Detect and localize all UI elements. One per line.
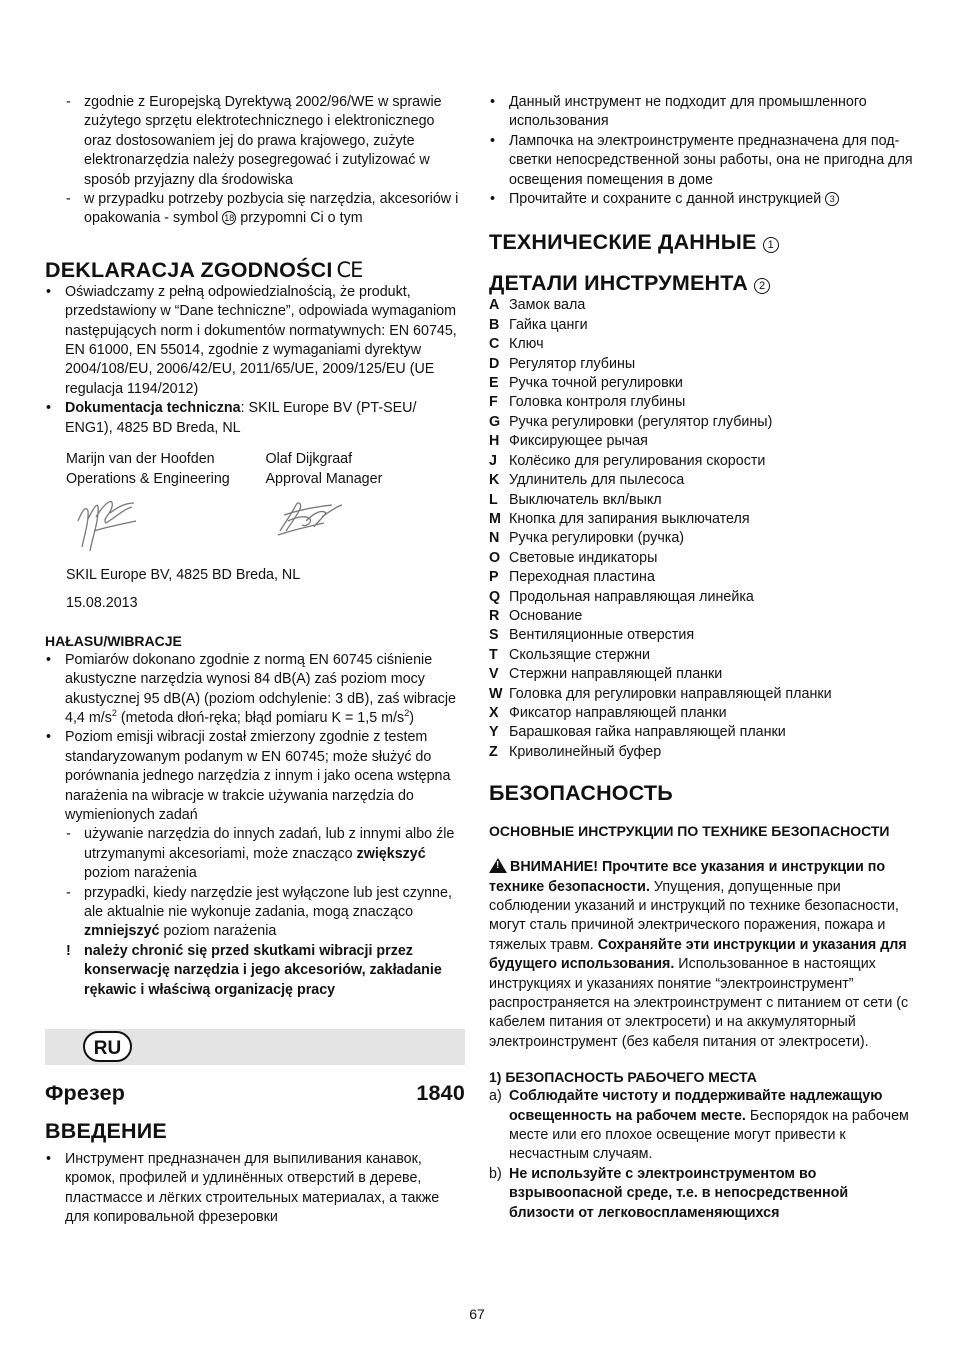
disposal-item: - zgodnie z Europejską Dyrektywą 2002/96/WE w sprawie zużytego sprzętu elektrotechnicznego i elektronicznego oraz dostosowaniem jej do prawa krajowego, zużyte elektronarzędzia należy posegregować i zutylizować w sposób przyjazny dla środowiska <box>45 93 465 190</box>
figure-reference: 2 <box>754 278 770 294</box>
vibration-emission: • Poziom emisji wibracji został zmierzony zgodnie z testem standaryzowanym podanym w EN 60745; może służyć do porównania jednego narzędzia z innym i jako ocena wstępna narażenia na wibracje w trakcie używania narzędzia do wymienionych zadań <box>45 728 465 825</box>
parts-list-item <box>489 607 913 626</box>
intro-item: • Лампочка на электроинструменте предназначена для под-светки непосредственной зоны работы, она не пригодна для освещения помещения в доме <box>489 132 913 190</box>
part-name: Вентиляционные отверстия <box>509 627 695 644</box>
parts-list-item <box>489 665 913 684</box>
part-name: Ручка регулировки (регулятор глубины) <box>509 413 773 430</box>
part-letter: F <box>489 394 498 411</box>
parts-list-item <box>489 393 913 412</box>
parts-list-item <box>489 529 913 548</box>
part-letter: S <box>489 627 499 644</box>
parts-list <box>489 296 913 762</box>
part-name: Фиксирующее рычая <box>509 433 648 450</box>
part-letter: Y <box>489 724 499 741</box>
signature-image <box>66 491 156 557</box>
parts-list-item <box>489 646 913 665</box>
part-name: Головка контроля глубины <box>509 394 686 411</box>
part-name: Головка для регулировки направляющей планки <box>509 685 832 702</box>
product-code: 1840 <box>416 1081 465 1106</box>
part-name: Переходная пластина <box>509 569 655 586</box>
parts-list-item <box>489 316 913 335</box>
part-letter: D <box>489 355 500 372</box>
vibration-note: - przypadki, kiedy narzędzie jest wyłączone lub jest czynne, ale aktualnie nie wykonuje zadania, mogą znacząco zmniejszyć poziom narażenia <box>45 884 465 942</box>
left-column <box>45 93 465 1228</box>
parts-heading: ДЕТАЛИ ИНСТРУМЕНТА 2 <box>489 270 913 296</box>
part-name: Продольная направляющая линейка <box>509 588 754 605</box>
safety-subheading: ОСНОВНЫЕ ИНСТРУКЦИИ ПО ТЕХНИКЕ БЕЗОПАСНОСТИ <box>489 823 890 840</box>
safety-warning: !ВНИМАНИЕ! Прочтите все указания и инструкции по технике безопасности. Упущения, допущенные при соблюдении указаний и инструкций по технике безопасности, могут сталь причиной электрического поражения, пожара и тяжелых травм. Сохраняйте эти инструкции и указания для будущего использования. Использованное в настоящих инструкциях и указаниях понятие “электроинструмент” распространяется на электроинструмент с питанием от сети (с кабелем питания от электросети) и на аккумуляторный электроинструмент (без кабеля питания от электросети). <box>489 858 913 1052</box>
parts-list-item <box>489 432 913 451</box>
product-name: Фрезер <box>45 1081 126 1106</box>
part-name: Стержни направляющей планки <box>509 666 723 683</box>
parts-list-item <box>489 626 913 645</box>
parts-list-item <box>489 374 913 393</box>
intro-item: • Данный инструмент не подходит для промышленного использования <box>489 93 913 132</box>
parts-list-item <box>489 568 913 587</box>
part-name: Гайка цанги <box>509 316 588 333</box>
part-name: Криволинейный буфер <box>509 743 662 760</box>
product-title <box>45 1080 465 1106</box>
parts-list-item <box>489 355 913 374</box>
part-letter: E <box>489 375 499 392</box>
part-letter: H <box>489 433 500 450</box>
workspace-safety-heading: 1) БЕЗОПАСНОСТЬ РАБОЧЕГО МЕСТА <box>489 1069 757 1086</box>
parts-list-item <box>489 704 913 723</box>
part-letter: Q <box>489 588 501 605</box>
tech-data-heading: ТЕХНИЧЕСКИЕ ДАННЫЕ 1 <box>489 229 913 255</box>
part-letter: L <box>489 491 498 508</box>
part-name: Кнопка для запирания выключателя <box>509 510 750 527</box>
part-letter: X <box>489 704 499 721</box>
ce-mark-icon: CE <box>336 257 363 282</box>
parts-list-item <box>489 588 913 607</box>
signatures <box>66 491 465 561</box>
part-name: Выключатель вкл/выкл <box>509 491 662 508</box>
intro-heading: ВВЕДЕНИЕ <box>45 1119 167 1144</box>
signer-name: Olaf Dijkgraaf <box>265 451 353 468</box>
part-letter: J <box>489 452 497 469</box>
parts-list-item <box>489 335 913 354</box>
workspace-rule: b) Не используйте с электроинструментом во взрывоопасной среде, т.е. в непосредственной близости от легковоспламеняющихся <box>489 1165 849 1221</box>
part-letter: B <box>489 316 500 333</box>
right-column <box>489 93 913 1223</box>
part-name: Регулятор глубины <box>509 355 636 372</box>
disposal-item: - w przypadku potrzeby pozbycia się narzędzia, akcesoriów i opakowania - symbol 18 przypomni Ci o tym <box>45 190 465 229</box>
part-letter: O <box>489 549 501 566</box>
vibration-note: - używanie narzędzia do innych zadań, lub z innymi albo źle utrzymanymi akcesoriami, może znacząco zwiększyć poziom narażenia <box>45 825 465 883</box>
noise-measurement: • Pomiarów dokonano zgodnie z normą EN 60745 ciśnienie akustyczne narzędzia wynosi 84 dB(A) zaś poziom mocy akustycznej 95 dB(A) (poziom odchylenie: 3 dB), zaś wibracje 4,4 $m/s^2$ (metoda dłoń-ręka; błąd pomiaru K = 1,5 $m/s^2$) <box>45 651 465 729</box>
parts-list-item <box>489 723 913 742</box>
signatories <box>66 450 465 489</box>
vibration-warning: ! należy chronić się przed skutkami wibracji przez konserwację narzędzia i jego akcesoriów, zakładanie rękawic i właściwą organizację pracy <box>45 942 465 1000</box>
safety-heading: БЕЗОПАСНОСТЬ <box>489 781 673 806</box>
parts-list-item <box>489 685 913 704</box>
part-name: Удлинитель для пылесоса <box>509 472 685 489</box>
technical-documentation: • Dokumentacja techniczna: SKIL Europe BV (PT-SEU/ ENG1), 4825 BD Breda, NL <box>45 399 465 438</box>
part-letter: N <box>489 530 500 547</box>
intro-item: • Прочитайте и сохраните с данной инструкцией 3 <box>489 190 913 209</box>
part-name: Барашковая гайка направляющей планки <box>509 724 786 741</box>
parts-list-item <box>489 413 913 432</box>
part-letter: K <box>489 472 500 489</box>
part-name: Основание <box>509 607 583 624</box>
signer-title: Operations & Engineering <box>66 470 230 487</box>
warning-triangle-icon <box>489 858 507 873</box>
signature-image <box>266 491 356 547</box>
part-name: Замок вала <box>509 297 586 314</box>
part-letter: G <box>489 413 501 430</box>
part-name: Фиксатор направляющей планки <box>509 704 727 721</box>
figure-reference: 3 <box>825 192 839 206</box>
parts-list-item <box>489 471 913 490</box>
part-name: Ручка регулировки (ручка) <box>509 530 685 547</box>
company-address: SKIL Europe BV, 4825 BD Breda, NL <box>66 566 301 583</box>
parts-list-item <box>489 296 913 315</box>
figure-reference: 1 <box>763 237 779 253</box>
part-letter: V <box>489 666 499 683</box>
signer-name: Marijn van der Hoofden <box>66 451 215 468</box>
part-letter: C <box>489 336 500 353</box>
language-bar <box>45 1029 465 1065</box>
signer-title: Approval Manager <box>265 470 383 487</box>
noise-heading: HAŁASU/WIBRACJE <box>45 632 182 649</box>
part-name: Скользящие стержни <box>509 646 651 663</box>
part-letter: A <box>489 297 500 314</box>
part-name: Ключ <box>509 336 544 353</box>
parts-list-item <box>489 549 913 568</box>
symbol-reference: 18 <box>224 213 235 224</box>
parts-list-item <box>489 510 913 529</box>
declaration-statement: • Oświadczamy z pełną odpowiedzialnością, że produkt, przedstawiony w “Dane techniczne”, odpowiada wymaganiom następujących norm i dokumentów normatywnych: EN 60745, EN 61000, EN 55014, zgodnie z wymaganiami dyrektyw 2004/108/EU, 2006/42/EU, 2011/65/UE, 2009/125/EU (UE regulacja 1194/2012) <box>45 283 465 399</box>
part-letter: Z <box>489 743 498 760</box>
page-number: 67 <box>469 1306 485 1322</box>
intro-item: • Инструмент предназначен для выпиливания канавок, кромок, профилей и удлинённых отверстий в дереве, пластмассе и лёгких строительных материалах, а также для копировальной фрезеровки <box>45 1150 465 1228</box>
declaration-heading: DEKLARACJA ZGODNOŚCI CE <box>45 257 363 282</box>
part-name: Световые индикаторы <box>509 549 658 566</box>
part-letter: T <box>489 646 498 663</box>
part-letter: M <box>489 510 501 527</box>
part-letter: W <box>489 685 503 702</box>
part-name: Колёсико для регулирования скорости <box>509 452 766 469</box>
language-badge: RU <box>83 1031 132 1062</box>
workspace-rule: a) Соблюдайте чистоту и поддерживайте надлежащую освещенность на рабочем месте. Беспорядок на рабочем месте или его плохое освещение могут привести к несчастным случаям. <box>489 1088 909 1163</box>
parts-list-item <box>489 491 913 510</box>
parts-list-item <box>489 452 913 471</box>
part-letter: P <box>489 569 499 586</box>
part-name: Ручка точной регулировки <box>509 375 683 392</box>
parts-list-item <box>489 743 913 762</box>
part-letter: R <box>489 607 500 624</box>
declaration-date: 15.08.2013 <box>66 595 138 612</box>
